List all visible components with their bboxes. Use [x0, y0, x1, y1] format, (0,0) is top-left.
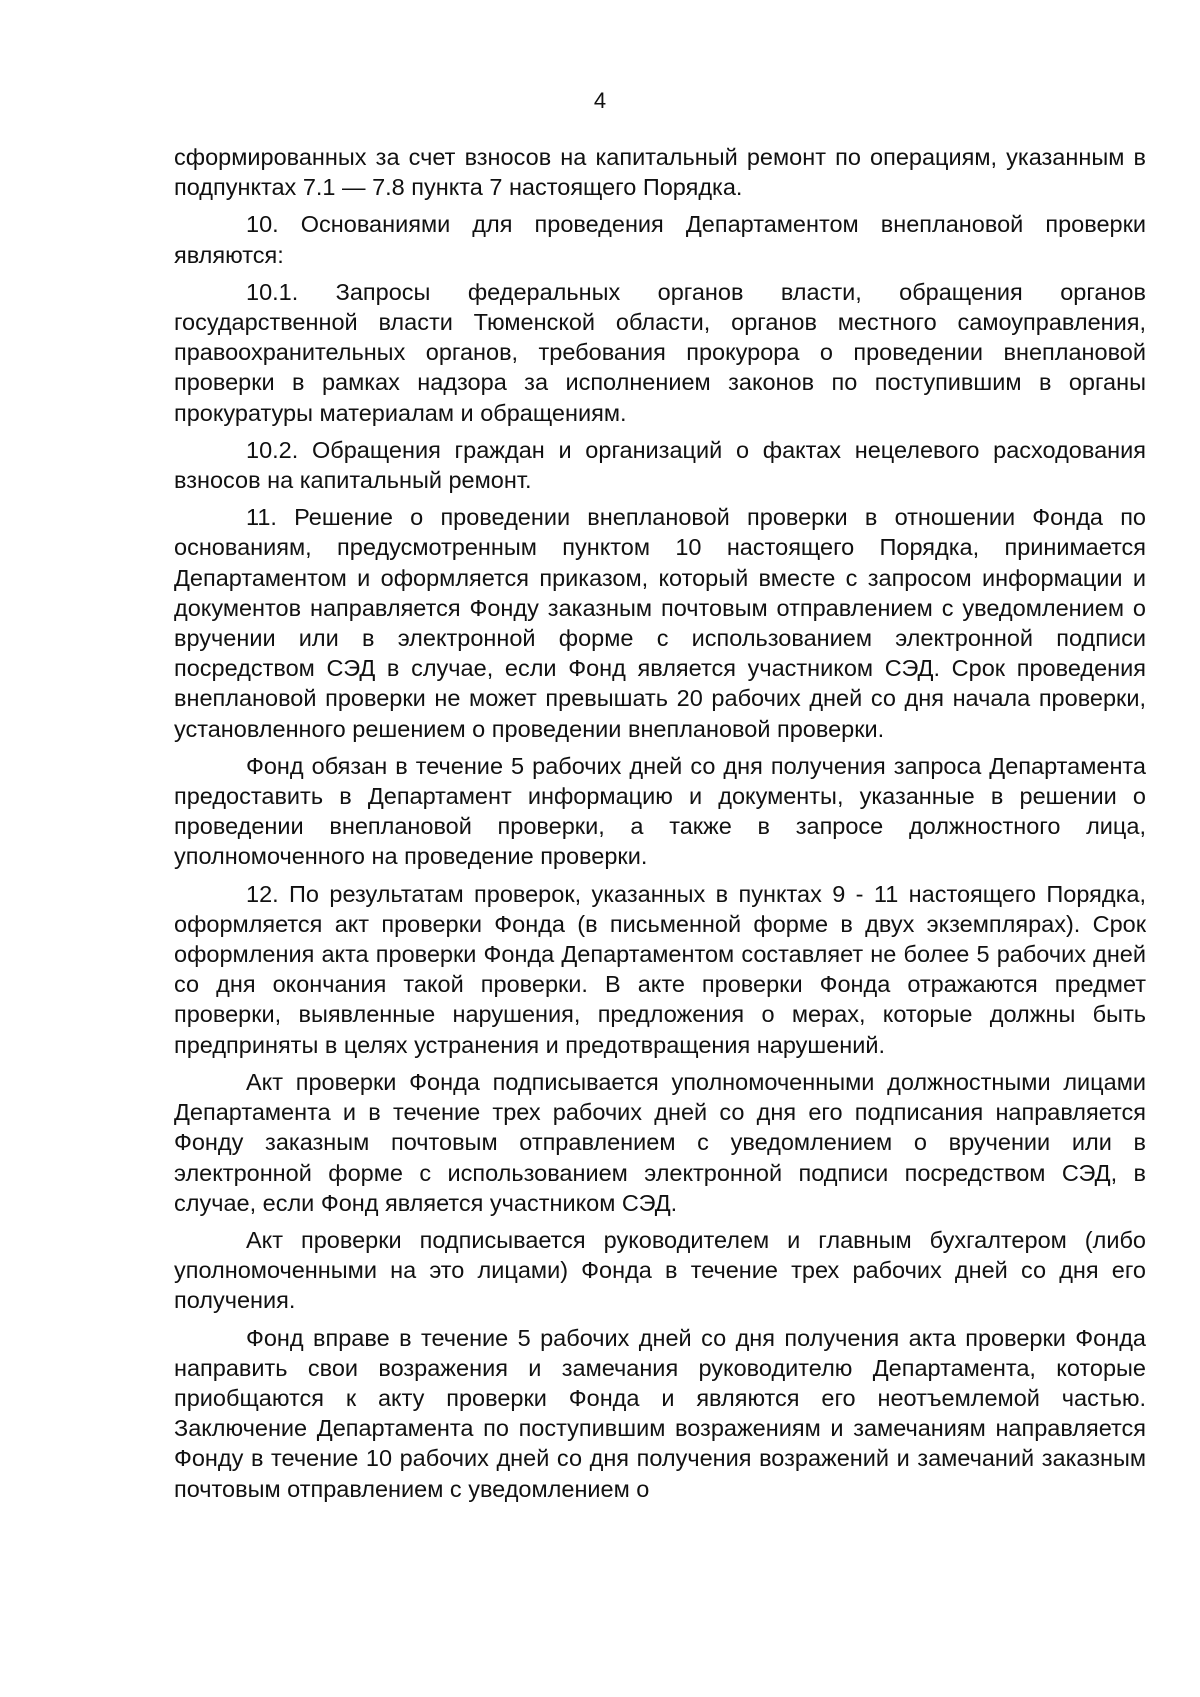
document-body — [174, 142, 1146, 1511]
paragraph-10-1: 10.1. Запросы федеральных органов власти, обращения органов государственной власти Тюменской области, органов местного самоуправления, правоохранительных органов, требования прокурора о проведении внеплановой проверки в рамках надзора за исполнением законов по поступившим в органы прокуратуры материалам и обращениям. — [174, 278, 1146, 426]
paragraph-continuation: сформированных за счет взносов на капитальный ремонт по операциям, указанным в подпунктах 7.1 — 7.8 пункта 7 настоящего Порядка. — [174, 144, 1146, 201]
paragraph-11-fund-obligation: Фонд обязан в течение 5 рабочих дней со дня получения запроса Департамента предоставить в Департамент информацию и документы, указанные в решении о проведении внеплановой проверки, а также в запросе должностного лица, уполномоченного на проведение проверки. — [174, 752, 1146, 870]
paragraph-12-act-receipt: Акт проверки подписывается руководителем и главным бухгалтером (либо уполномоченными на это лицами) Фонда в течение трех рабочих дней со дня его получения. — [174, 1226, 1146, 1314]
paragraph-10: 10. Основаниями для проведения Департаментом внеплановой проверки являются: — [174, 211, 1146, 268]
paragraph-11: 11. Решение о проведении внеплановой проверки в отношении Фонда по основаниям, предусмотренным пунктом 10 настоящего Порядка, принимается Департаментом и оформляется приказом, который вместе с запросом информации и документов направляется Фонду заказным почтовым отправлением с уведомлением о вручении или в электронной форме с использованием электронной подписи посредством СЭД в случае, если Фонд является участником СЭД. Срок проведения внеплановой проверки не может превышать 20 рабочих дней со дня начала проверки, установленного решением о проведении внеплановой проверки. — [174, 504, 1146, 742]
paragraph-12-objections: Фонд вправе в течение 5 рабочих дней со дня получения акта проверки Фонда направить свои возражения и замечания руководителю Департамента, которые приобщаются к акту проверки Фонда и являются его неотъемлемой частью. Заключение Департамента по поступившим возражениям и замечаниям направляется Фонду в течение 10 рабочих дней со дня получения возражений и замечаний заказным почтовым отправлением с уведомлением о — [174, 1324, 1146, 1502]
paragraph-12: 12. По результатам проверок, указанных в пунктах 9 - 11 настоящего Порядка, оформляется акт проверки Фонда (в письменной форме в двух экземплярах). Срок оформления акта проверки Фонда Департаментом составляет не более 5 рабочих дней со дня окончания такой проверки. В акте проверки Фонда отражаются предмет проверки, выявленные нарушения, предложения о мерах, которые должны быть предприняты в целях устранения и предотвращения нарушений. — [174, 880, 1146, 1058]
page-number: 4 — [593, 88, 607, 113]
paragraph-10-2: 10.2. Обращения граждан и организаций о фактах нецелевого расходования взносов на капитальный ремонт. — [174, 436, 1146, 494]
paragraph-12-act-signing: Акт проверки Фонда подписывается уполномоченными должностными лицами Департамента и в течение трех рабочих дней со дня его подписания направляется Фонду заказным почтовым отправлением с уведомлением о вручении или в электронной форме с использованием электронной подписи посредством СЭД, в случае, если Фонд является участником СЭД. — [174, 1068, 1146, 1216]
